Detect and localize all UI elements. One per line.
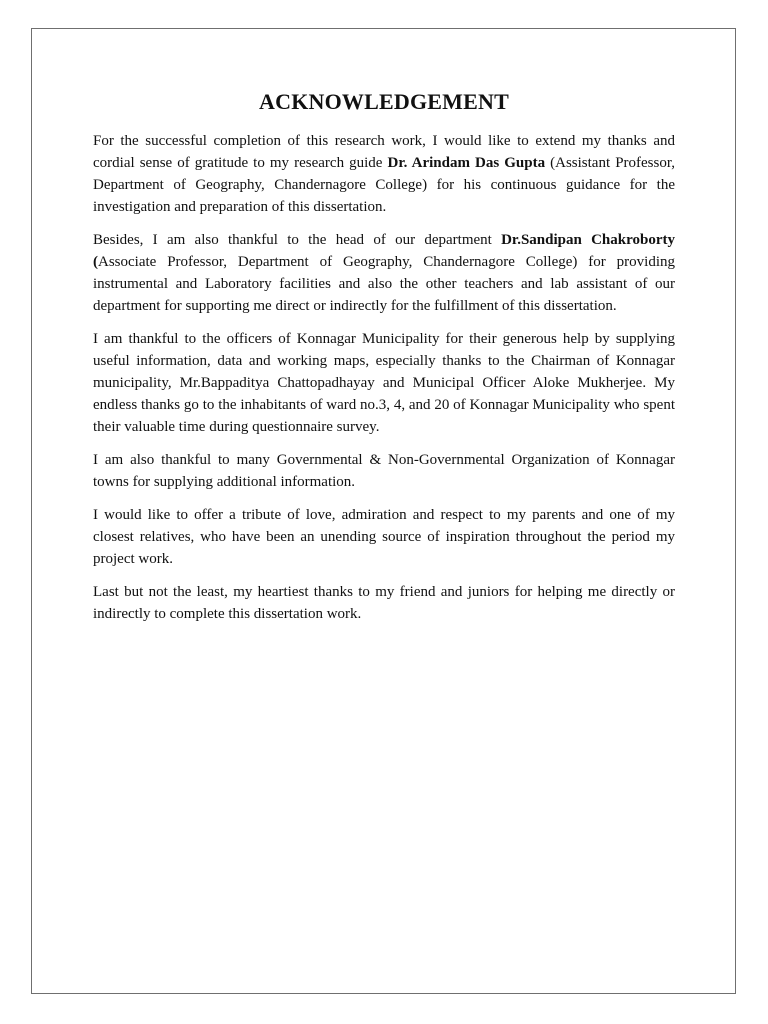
paragraph-friends-thanks: Last but not the least, my heartiest thanks to my friend and juniors for helping me directly or indirectly to complete this dissertation work. <box>93 584 675 622</box>
document-title: ACKNOWLEDGEMENT <box>259 89 509 114</box>
paragraph-hod-thanks <box>93 229 675 317</box>
paragraph-text: For the successful completion of this research work, I would like to extend my thanks and cordial sense of gratitude to my research guide <box>93 133 675 171</box>
paragraph-guide-thanks <box>93 130 675 218</box>
paragraph-organizations-thanks: I am also thankful to many Governmental & Non-Governmental Organization of Konnagar towns for supplying additional information. <box>93 452 675 490</box>
paragraph-municipality-thanks: I am thankful to the officers of Konnagar Municipality for their generous help by supplying useful information, data and working maps, especially thanks to the Chairman of Konnagar municipality, Mr.Bappaditya Chattopadhayay and Municipal Officer Aloke Mukherjee. My endless thanks go to the inhabitants of ward no.3, 4, and 20 of Konnagar Municipality who spent their valuable time during questionnaire survey. <box>93 331 675 435</box>
paragraph-family-tribute: I would like to offer a tribute of love, admiration and respect to my parents and one of my closest relatives, who have been an unending source of inspiration throughout the period my project work. <box>93 507 675 567</box>
hod-name: Dr.Sandipan Chakroborty ( <box>93 232 675 270</box>
guide-name: Dr. Arindam Das Gupta <box>387 155 546 171</box>
document-body <box>93 88 675 636</box>
paragraph-text: Besides, I am also thankful to the head of our department <box>93 232 502 248</box>
paragraph-text: Associate Professor, Department of Geography, Chandernagore College) for providing instrumental and Laboratory facilities and also the other teachers and lab assistant of our department for supporting me direct or indirectly for the fulfillment of this dissertation. <box>93 254 675 314</box>
paragraph-text: (Assistant Professor, Department of Geography, Chandernagore College) for his continuous guidance for the investigation and preparation of this dissertation. <box>93 155 676 215</box>
